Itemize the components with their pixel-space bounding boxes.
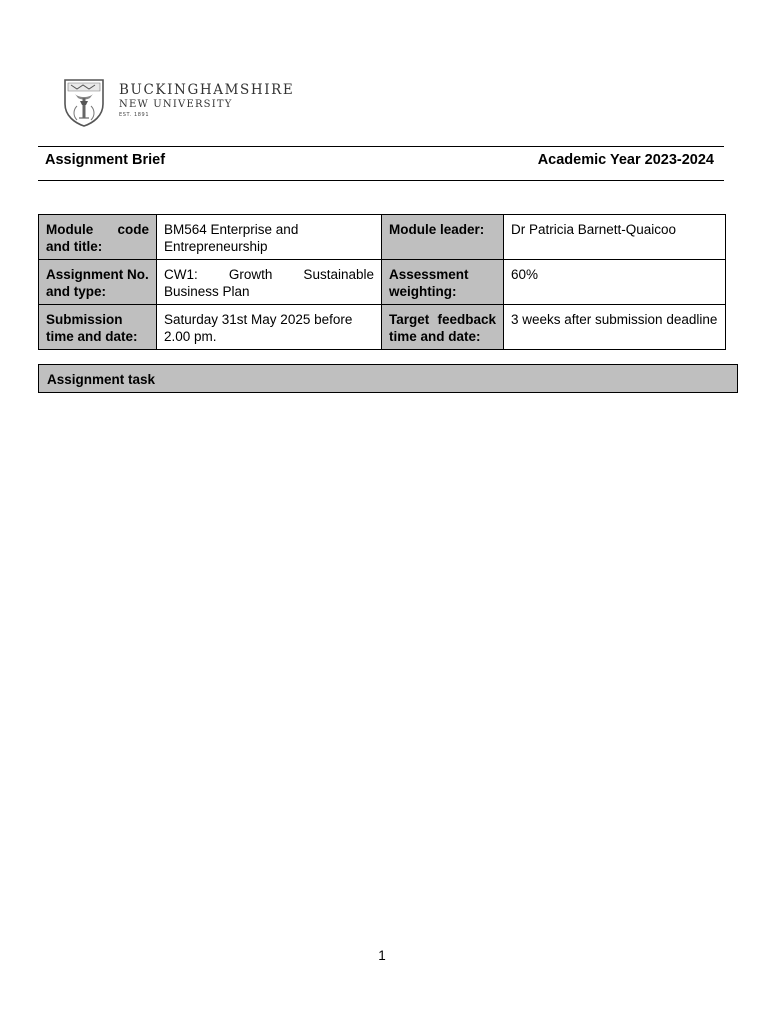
logo-line-2: NEW UNIVERSITY: [119, 99, 233, 110]
table-row: [39, 215, 726, 260]
assessment-weighting-label: Assessment weighting:: [382, 260, 504, 305]
submission-value: Saturday 31st May 2025 before 2.00 pm.: [157, 305, 382, 350]
target-feedback-label: Target feedback time and date:: [382, 305, 504, 350]
table-row: [39, 260, 726, 305]
academic-year-title: Academic Year 2023-2024: [537, 152, 714, 168]
assignment-brief-title: Assignment Brief: [45, 152, 166, 168]
assessment-weighting-value: 60%: [504, 260, 726, 305]
module-leader-label: Module leader:: [382, 215, 504, 260]
assignment-type-value: CW1: Growth Sustainable Business Plan: [157, 260, 382, 305]
assignment-type-label: Assignment No. and type:: [39, 260, 157, 305]
crest-icon: [63, 78, 105, 128]
header-top-rule: [38, 146, 724, 147]
assignment-info-table: [38, 214, 726, 350]
assignment-task-header: [38, 364, 738, 393]
module-code-value: BM564 Enterprise and Entrepreneurship: [157, 215, 382, 260]
assignment-task-title: Assignment task: [47, 372, 156, 387]
target-feedback-value: 3 weeks after submission deadline: [504, 305, 726, 350]
logo-est: EST. 1891: [119, 112, 150, 118]
page-number: 1: [378, 948, 386, 963]
submission-label: Submission time and date:: [39, 305, 157, 350]
module-leader-value: Dr Patricia Barnett-Quaicoo: [504, 215, 726, 260]
module-code-label: Module code and title:: [39, 215, 157, 260]
header-bottom-rule: [38, 180, 724, 181]
table-row: [39, 305, 726, 350]
logo-line-1: BUCKINGHAMSHIRE: [119, 82, 295, 98]
university-logo: [63, 78, 293, 130]
